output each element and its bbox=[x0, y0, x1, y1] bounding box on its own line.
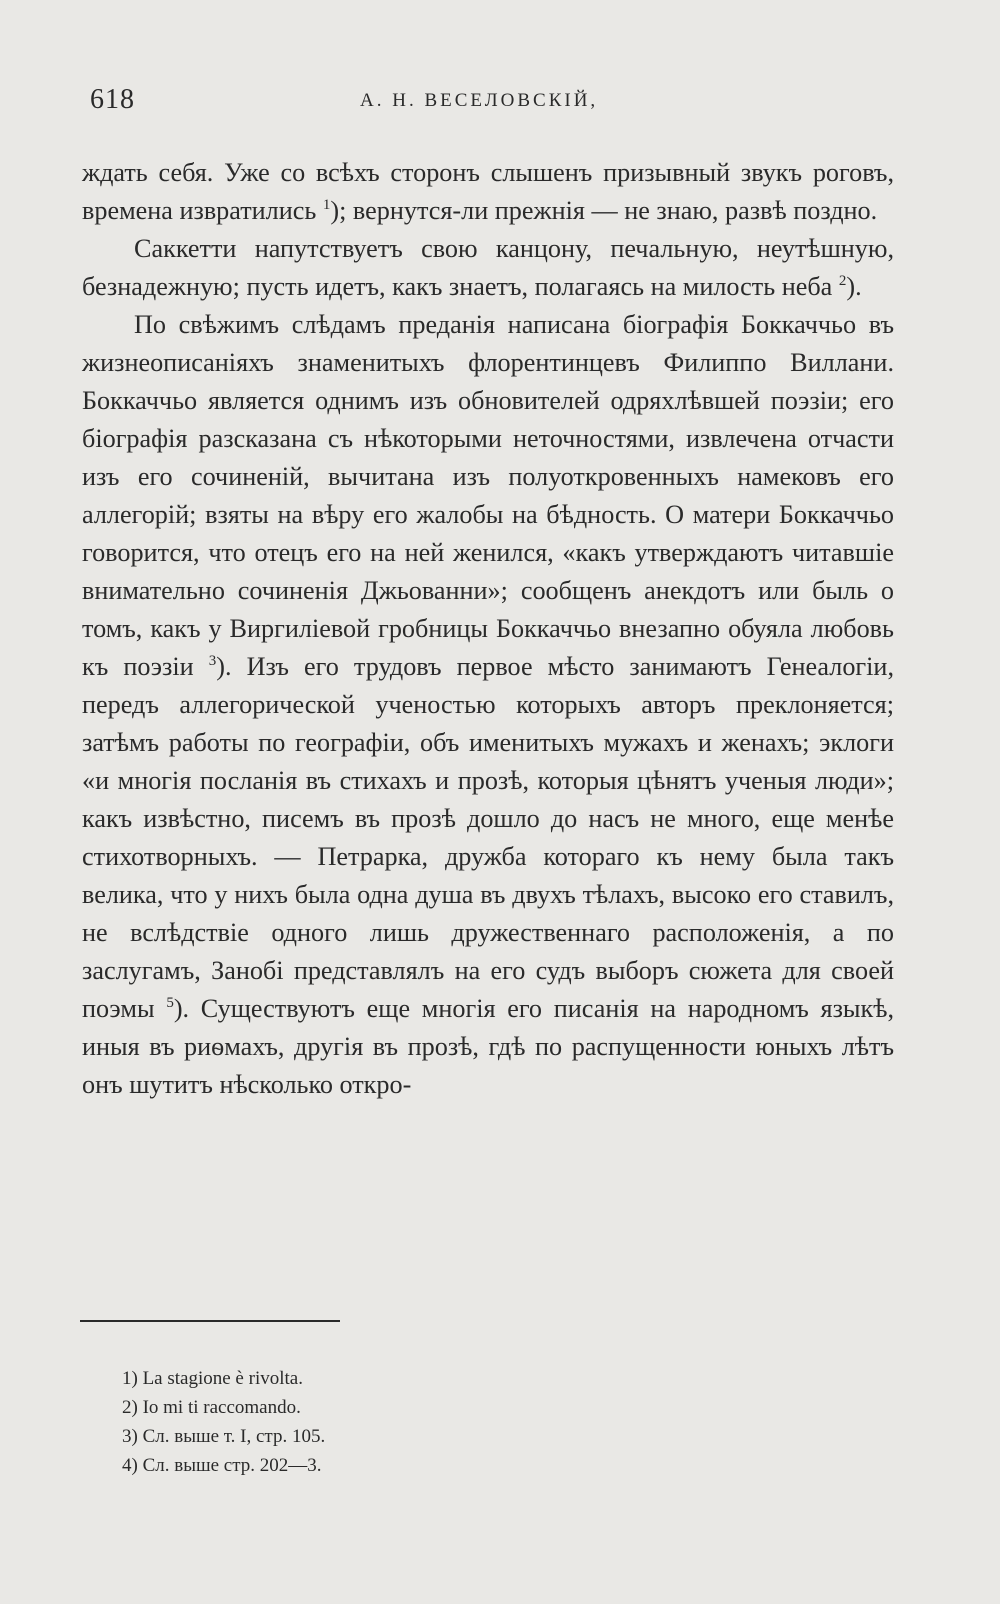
paragraph-text: ждать себя. Уже со всѣхъ сторонъ слышенъ призывный звукъ роговъ, времена извратились bbox=[82, 158, 894, 225]
footnotes bbox=[122, 1364, 722, 1480]
body-text bbox=[82, 154, 894, 1104]
paragraph-text: ); вернутся-ли прежнія — не знаю, развѣ поздно. bbox=[330, 196, 878, 225]
paragraph-1 bbox=[82, 154, 894, 230]
paragraph-2 bbox=[82, 230, 894, 306]
page-number: 618 bbox=[90, 84, 135, 115]
footnote-marker: 3 bbox=[208, 653, 217, 669]
paragraph-text: ). Существуютъ еще многія его писанія на народномъ языкѣ, иныя въ риѳмахъ, другія въ прозѣ, гдѣ по распущенности юныхъ лѣтъ онъ шутитъ нѣсколько откро- bbox=[82, 994, 894, 1099]
paragraph-3 bbox=[82, 306, 894, 1104]
footnote-divider bbox=[80, 1320, 340, 1322]
footnote-marker: 5 bbox=[166, 995, 174, 1011]
paragraph-text: ). bbox=[846, 272, 862, 301]
running-head bbox=[90, 84, 890, 124]
footnote-3: 3) Сл. выше т. I, стр. 105. bbox=[122, 1426, 326, 1447]
paragraph-text: По свѣжимъ слѣдамъ преданія написана біографія Боккаччьо въ жизнеописаніяхъ знаменитыхъ флорентинцевъ Филиппо Виллани. Боккаччьо является однимъ изъ обновителей одряхлѣвшей поэзіи; его біографія разсказана съ нѣкоторыми неточностями, извлечена отчасти изъ его сочиненій, вычитана изъ полуоткровенныхъ намековъ его аллегорій; взяты на вѣру его жалобы на бѣдность. О матери Боккаччьо говорится, что отецъ его на ней женился, «какъ утверждаютъ читавшіе внимательно сочиненія Джьованни»; сообщенъ анекдотъ или быль о томъ, какъ у Виргиліевой гробницы Боккаччьо внезапно обуяла любовь къ поэзіи bbox=[82, 310, 894, 681]
footnote-marker: 1 bbox=[322, 197, 331, 213]
paragraph-text: ). Изъ его трудовъ первое мѣсто занимаютъ Генеалогіи, передъ аллегорической ученостью которыхъ авторъ преклоняется; затѣмъ работы по географіи, объ именитыхъ мужахъ и женахъ; эклоги «и многія посланія въ стихахъ и прозѣ, которыя цѣнятъ ученыя люди»; какъ извѣстно, писемъ въ прозѣ дошло до насъ не много, еще менѣе стихотворныхъ. — Петрарка, дружба котораго къ нему была такъ велика, что у нихъ была одна душа въ двухъ тѣлахъ, высоко его ставилъ, не вслѣдствіе одного лишь дружественнаго расположенія, а по заслугамъ, Занобі представлялъ на его судъ выборъ сюжета для своей поэмы bbox=[82, 652, 894, 1023]
footnote-1: 1) La stagione è rivolta. bbox=[122, 1368, 303, 1389]
paragraph-text: Саккетти напутствуетъ свою канцону, печальную, неутѣшную, безнадежную; пусть идетъ, какъ знаетъ, полагаясь на милость неба bbox=[82, 234, 894, 301]
footnote-marker: 2 bbox=[838, 273, 847, 289]
footnote-4: 4) Сл. выше стр. 202—3. bbox=[122, 1455, 322, 1476]
running-title: А. Н. ВЕСЕЛОВСКІЙ, bbox=[360, 90, 599, 111]
footnote-2: 2) Io mi ti raccomando. bbox=[122, 1397, 301, 1418]
